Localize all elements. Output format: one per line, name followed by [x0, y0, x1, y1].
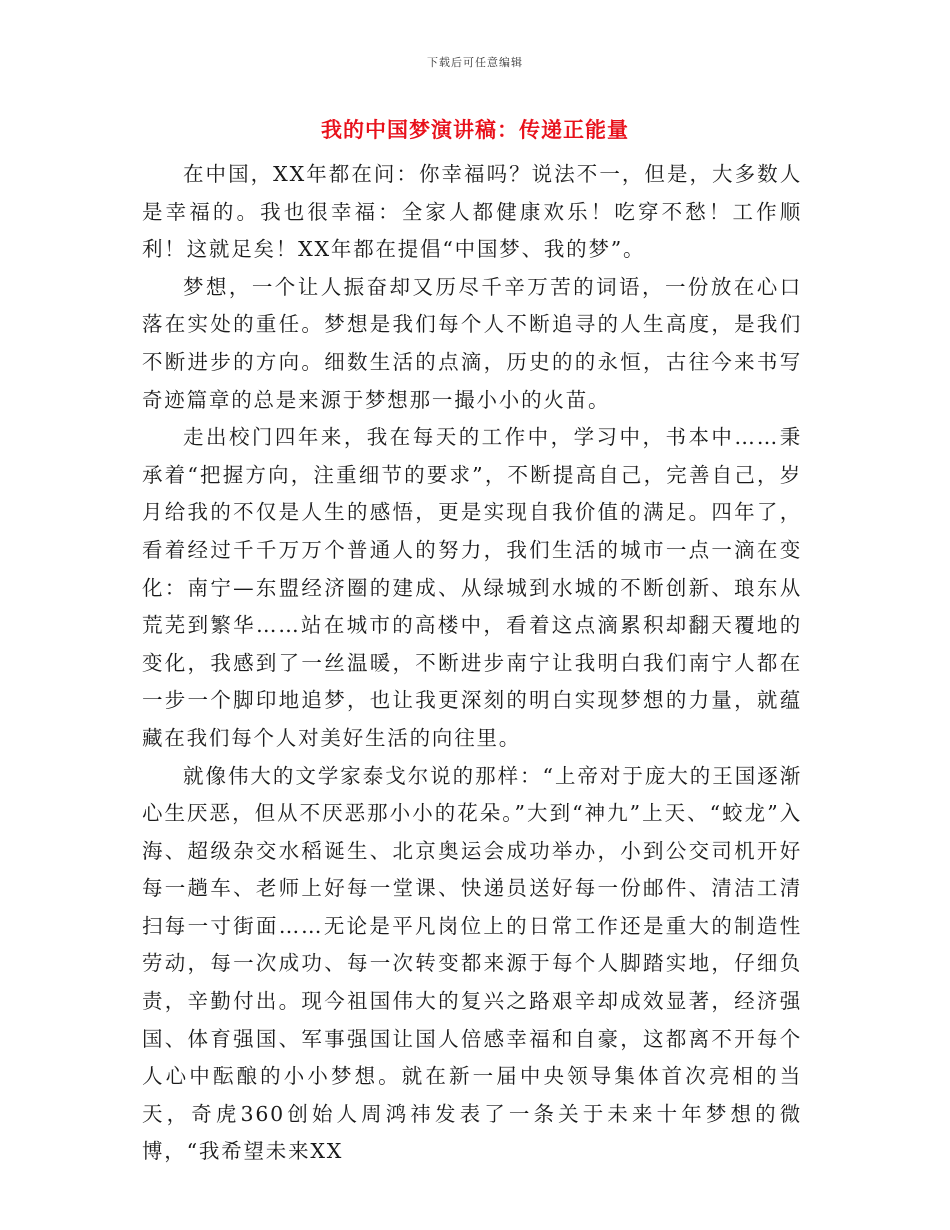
header-note: 下载后可任意编辑	[427, 56, 523, 69]
paragraph: 就像伟大的文学家泰戈尔说的那样：“上帝对于庞大的王国逐渐心生厌恶，但从不厌恶那小小的花朵。”大到“神九”上天、“蛟龙”入海、超级杂交水稻诞生、北京奥运会成功举办，小到公交司机开好每一趟车、老师上好每一堂课、快递员送好每一份邮件、清洁工清扫每一寸街面……无论是平凡岗位上的日常工作还是重大的制造性劳动，每一次成功、每一次转变都来源于每个人脚踏实地，仔细负责，辛勤付出。现今祖国伟大的复兴之路艰辛却成效显著，经济强国、体育强国、军事强国让国人倍感幸福和自豪，这都离不开每个人心中酝酿的小小梦想。就在新一届中央领导集体首次亮相的当天，奇虎360创始人周鸿祎发表了一条关于未来十年梦想的微博，“我希望未来XX	[142, 763, 802, 1164]
paragraph: 走出校门四年来，我在每天的工作中，学习中，书本中……秉承着“把握方向，注重细节的要求”，不断提高自己，完善自己，岁月给我的不仅是人生的感悟，更是实现自我价值的满足。四年了，看着经过千千万万个普通人的努力，我们生活的城市一点一滴在变化：南宁—东盟经济圈的建成、从绿城到水城的不断创新、琅东从荒芜到繁华……站在城市的高楼中，看着这点滴累积却翻天覆地的变化，我感到了一丝温暖，不断进步南宁让我明白我们南宁人都在一步一个脚印地追梦，也让我更深刻的明白实现梦想的力量，就蕴藏在我们每个人对美好生活的向往里。	[142, 425, 802, 750]
paragraph: 梦想，一个让人振奋却又历尽千辛万苦的词语，一份放在心口落在实处的重任。梦想是我们每个人不断追寻的人生高度，是我们不断进步的方向。细数生活的点滴，历史的的永恒，古往今来书写奇迹篇章的总是来源于梦想那一撮小小的火苗。	[142, 274, 802, 412]
document-body	[142, 156, 802, 1171]
paragraph: 在中国，XX年都在问：你幸福吗？说法不一，但是，大多数人是幸福的。我也很幸福：全家人都健康欢乐！吃穿不愁！工作顺利！这就足矣！XX年都在提倡“中国梦、我的梦”。	[142, 162, 802, 262]
document-title: 我的中国梦演讲稿：传递正能量	[321, 117, 629, 142]
